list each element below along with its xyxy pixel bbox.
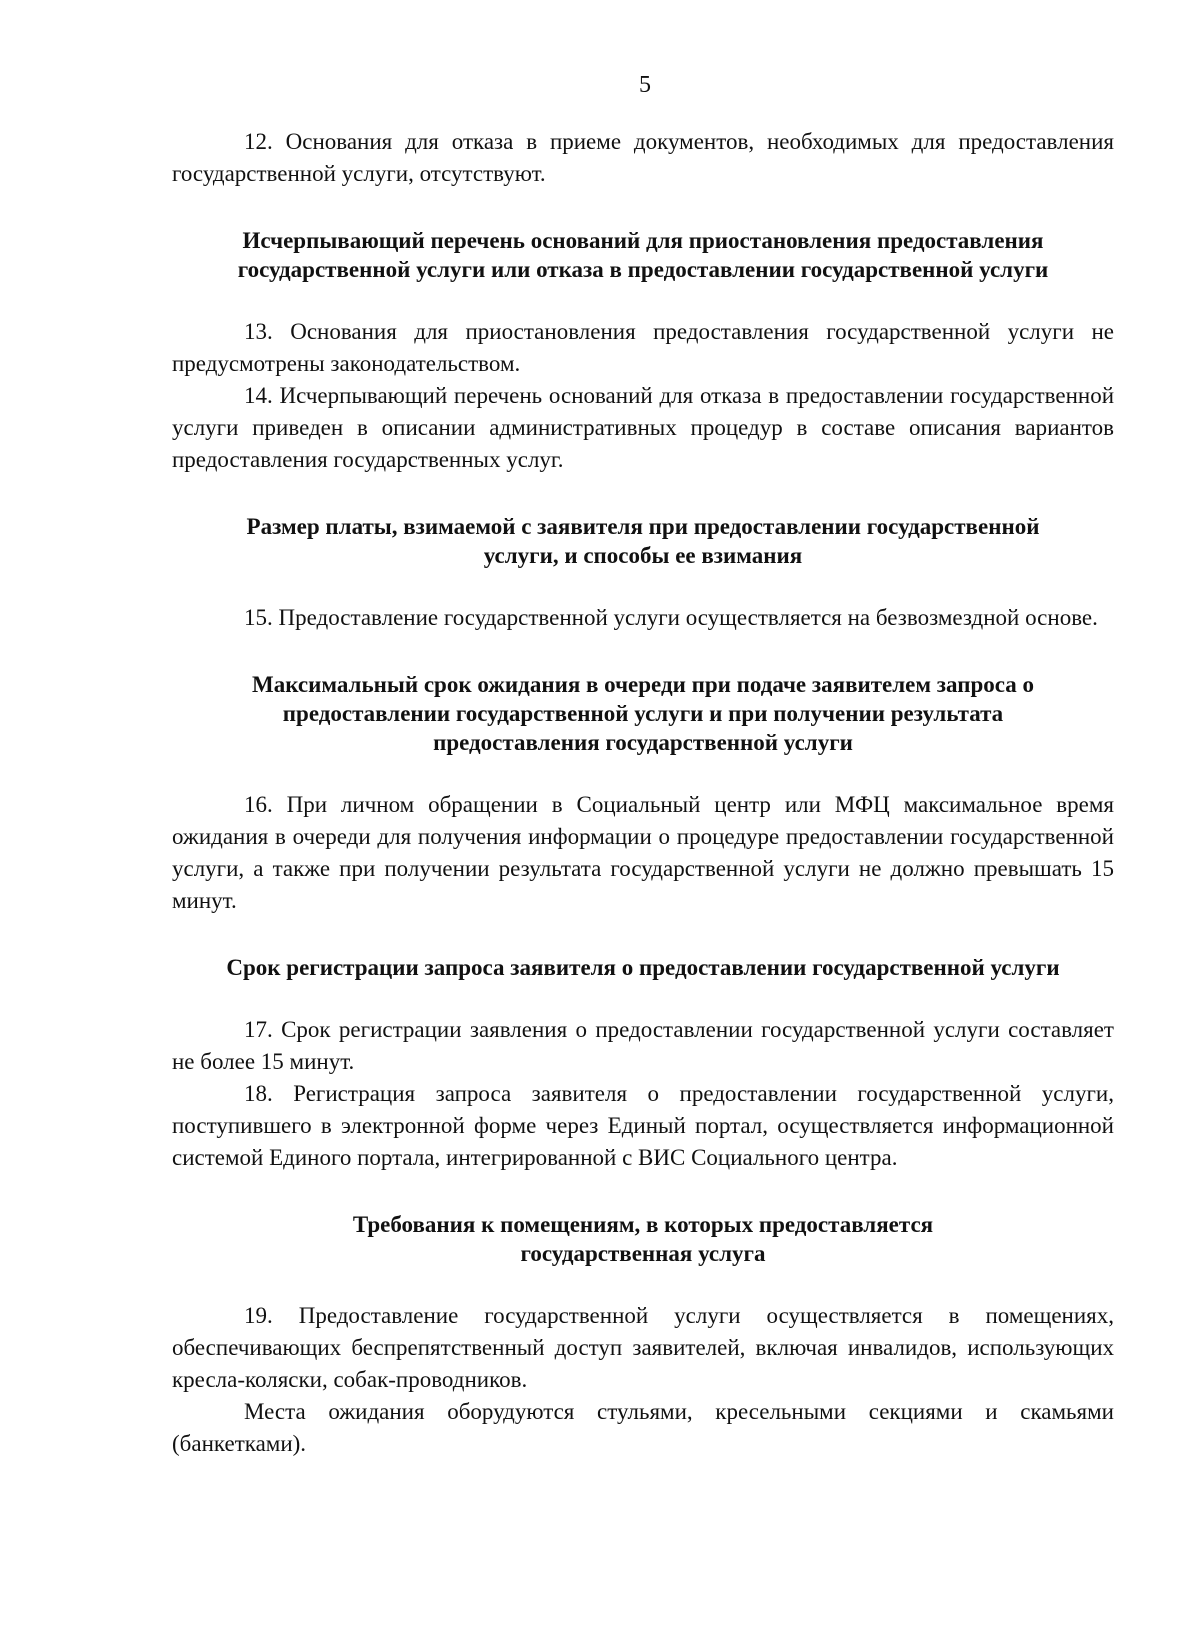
heading-line: Размер платы, взимаемой с заявителя при предоставлении государственной: [246, 514, 1040, 539]
paragraph-17: 17. Срок регистрации заявления о предоставлении государственной услуги составляет не более 15 минут.: [172, 1017, 1114, 1074]
heading-queue-time: [172, 670, 1114, 757]
heading-line: государственной услуги или отказа в предоставлении государственной услуги: [237, 257, 1049, 282]
paragraph-15: 15. Предоставление государственной услуги осуществляется на безвозмездной основе.: [244, 605, 1098, 630]
paragraph-13: 13. Основания для приостановления предоставления государственной услуги не предусмотрены законодательством.: [172, 319, 1114, 376]
heading-premises-requirements: [172, 1210, 1114, 1268]
heading-grounds-suspension-refusal: [172, 226, 1114, 284]
heading-line: Требования к помещениям, в которых предоставляется: [352, 1212, 934, 1237]
paragraph-12: 12. Основания для отказа в приеме документов, необходимых для предоставления государственной услуги, отсутствуют.: [172, 129, 1114, 186]
heading-line: государственная услуга: [520, 1241, 766, 1266]
heading-registration-term: [172, 953, 1114, 982]
heading-line: услуги, и способы ее взимания: [483, 543, 803, 568]
paragraph-19: 19. Предоставление государственной услуги осуществляется в помещениях, обеспечивающих беспрепятственный доступ заявителей, включая инвалидов, использующих кресла-коляски, собак-проводников.: [172, 1303, 1114, 1392]
heading-line: Исчерпывающий перечень оснований для приостановления предоставления: [242, 228, 1044, 253]
heading-line: предоставления государственной услуги: [433, 730, 853, 755]
heading-line: предоставлении государственной услуги и при получении результата: [282, 701, 1004, 726]
heading-line: Максимальный срок ожидания в очереди при подаче заявителем запроса о: [251, 672, 1034, 697]
heading-line: Срок регистрации запроса заявителя о предоставлении государственной услуги: [226, 955, 1060, 980]
paragraph-16: 16. При личном обращении в Социальный центр или МФЦ максимальное время ожидания в очереди для получения информации о процедуре предоставлении государственной услуги, а также при получении результата государственной услуги не должно превышать 15 минут.: [172, 792, 1114, 913]
page-number: 5: [639, 72, 651, 98]
paragraph-14: 14. Исчерпывающий перечень оснований для отказа в предоставлении государственной услуги приведен в описании административных процедур в составе описания вариантов предоставления государственных услуг.: [172, 383, 1114, 472]
heading-fee: [172, 512, 1114, 570]
paragraph-18: 18. Регистрация запроса заявителя о предоставлении государственной услуги, поступившего в электронной форме через Единый портал, осуществляется информационной системой Единого портала, интегрированной с ВИС Социального центра.: [172, 1081, 1114, 1170]
document-body: [172, 126, 1114, 1460]
paragraph-waiting-places: Места ожидания оборудуются стульями, кресельными секциями и скамьями (банкетками).: [172, 1399, 1114, 1456]
